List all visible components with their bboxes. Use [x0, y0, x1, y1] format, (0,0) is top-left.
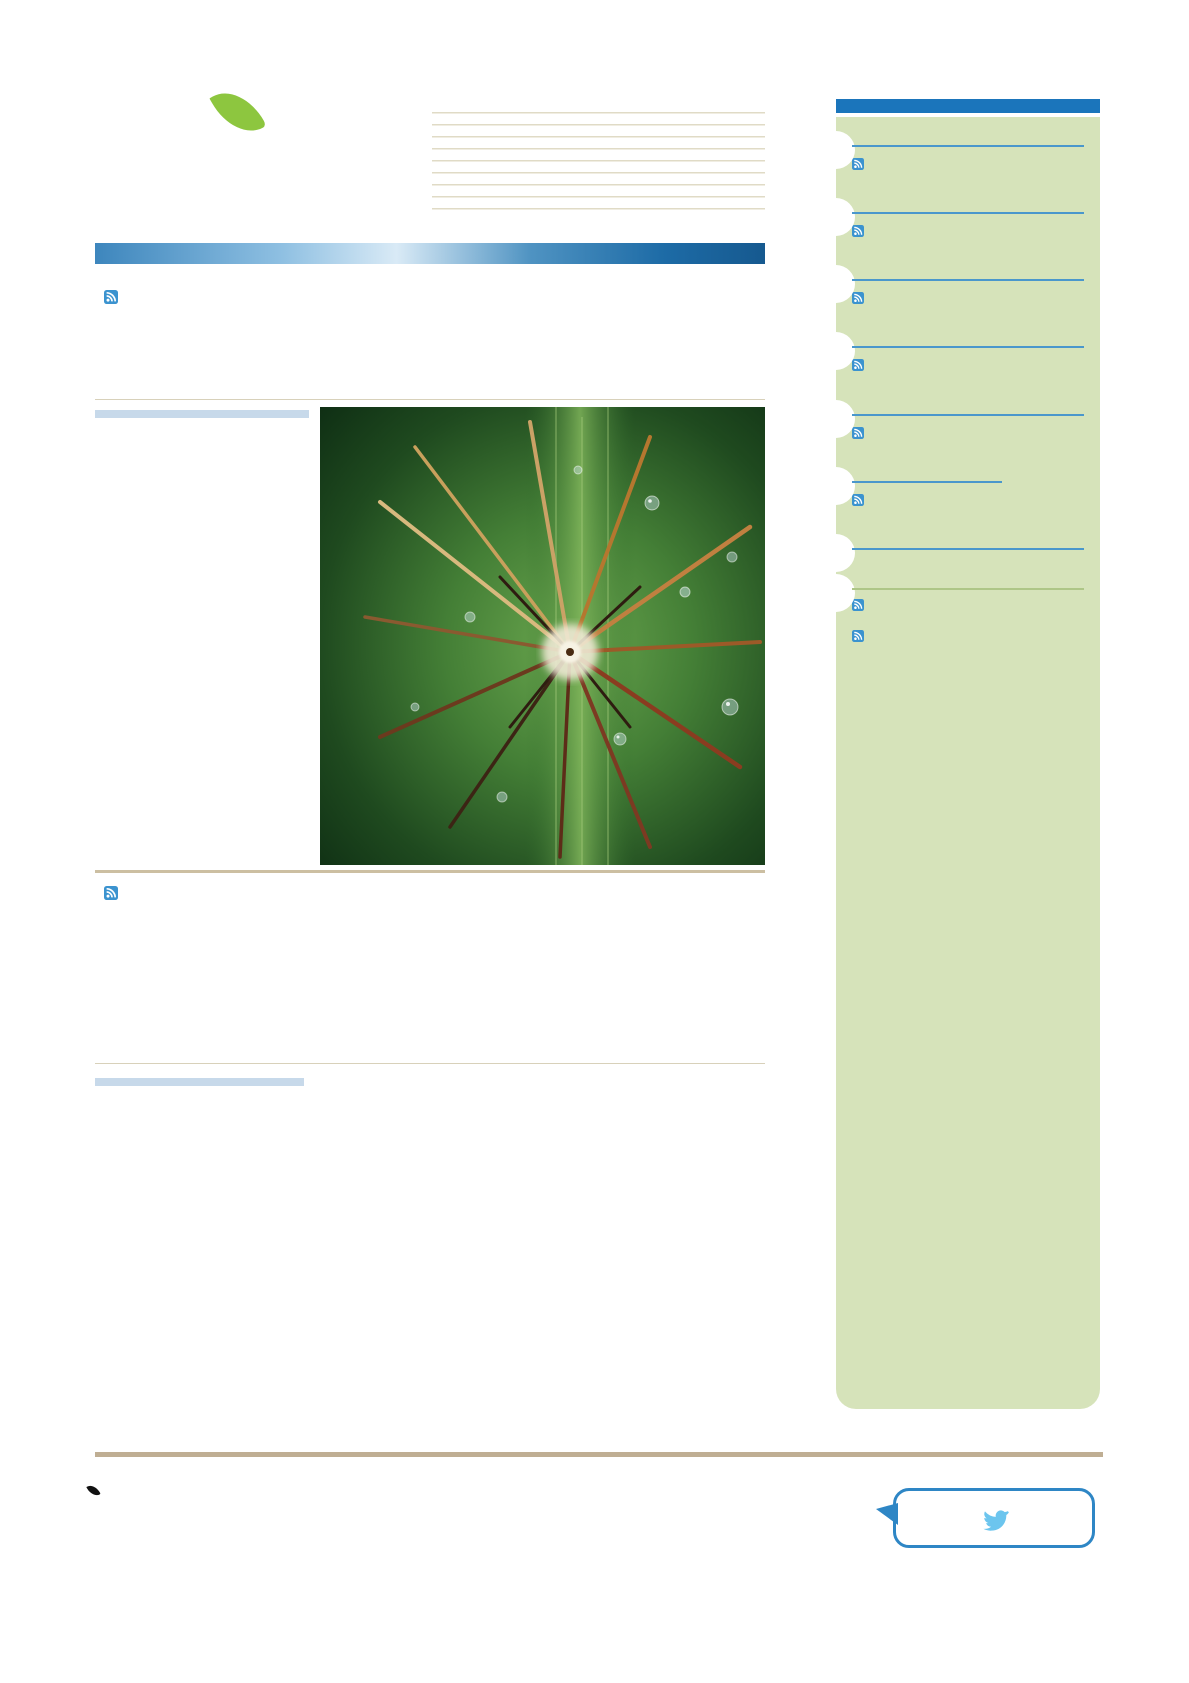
toc-entry [852, 156, 1084, 174]
twitter-bird-icon [981, 1505, 1009, 1533]
leaf-icon [209, 80, 266, 143]
toc-entry [852, 599, 1084, 616]
available-online-link[interactable] [852, 630, 1084, 644]
toc-section-ndnr-com [852, 584, 1084, 644]
rss-icon [852, 158, 864, 170]
rss-icon [852, 292, 864, 304]
article2-author [95, 1078, 304, 1086]
masthead-ruled-lines [432, 112, 765, 210]
toc-heading [852, 208, 1084, 214]
masthead [88, 92, 428, 268]
twitter-row [902, 1505, 1086, 1533]
leaf-icon [86, 1483, 100, 1499]
rss-icon [852, 599, 864, 611]
toc-section-nature-cure [852, 477, 1084, 510]
footer-ndnr-logo [95, 1486, 395, 1530]
toc-section-tolle-causam [852, 208, 1084, 241]
rss-icon [852, 494, 864, 506]
footer-divider [95, 1452, 1103, 1457]
section-label-tolle-causam [95, 290, 122, 304]
toc-heading [852, 544, 1084, 550]
toc-section-expert-report [852, 342, 1084, 375]
rss-icon [104, 290, 118, 304]
article2-column3 [556, 1078, 765, 1098]
divider [95, 1063, 765, 1064]
toc-heading [852, 584, 1084, 590]
article1-column [95, 410, 309, 431]
article2-column1 [95, 1078, 304, 1098]
toc-link[interactable] [852, 357, 1084, 375]
toc-entry [852, 223, 1084, 241]
section-label-tolle-totum [95, 886, 122, 900]
inside-panel [836, 117, 1100, 1409]
toc-heading [852, 342, 1084, 348]
article2-column2 [325, 1078, 534, 1098]
toc-entry [852, 357, 1084, 375]
rss-icon [852, 359, 864, 371]
toc-link[interactable] [852, 425, 1084, 443]
article1-author [95, 410, 309, 418]
toc-heading [852, 410, 1084, 416]
rss-icon [852, 630, 864, 642]
toc-link[interactable] [852, 492, 1084, 510]
toc-entry [852, 492, 1084, 510]
rss-icon [852, 225, 864, 237]
article2-columns [95, 1078, 765, 1098]
toc-heading [852, 275, 1084, 281]
toc-section-tolle-totum [852, 141, 1084, 174]
toc-section-botanical-insights [852, 410, 1084, 443]
toc-entry [852, 425, 1084, 443]
rss-icon [104, 886, 118, 900]
toc-link[interactable] [852, 290, 1084, 308]
toc-link[interactable] [852, 156, 1084, 174]
toc-section-education [852, 544, 1084, 550]
toc-heading [852, 141, 1084, 147]
qr-code [674, 1496, 766, 1588]
toc-section-vis-medicatrix [852, 275, 1084, 308]
toc-heading [852, 477, 1002, 483]
divider [95, 870, 765, 873]
cactus-photo [320, 407, 765, 865]
toc-link[interactable] [852, 223, 1084, 241]
divider [95, 399, 765, 400]
social-bubble [893, 1488, 1095, 1548]
footer-scan-block [640, 1490, 800, 1596]
rss-icon [852, 427, 864, 439]
issue-banner [95, 243, 765, 264]
toc-entry [852, 290, 1084, 308]
footer-contact-block [95, 1486, 395, 1534]
toc-description [852, 599, 1084, 616]
sidebar-top-bar [836, 99, 1100, 113]
